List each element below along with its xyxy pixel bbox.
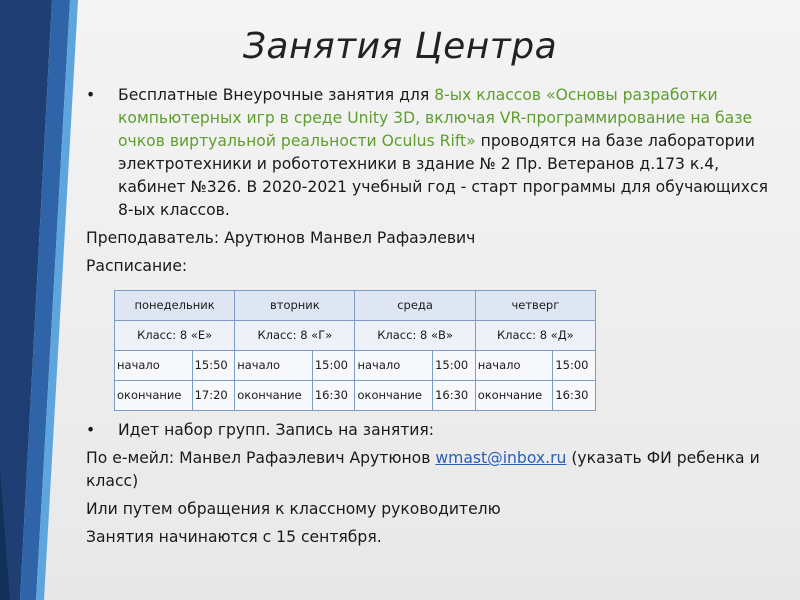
schedule-table [114, 290, 596, 411]
email-line [86, 447, 776, 493]
start-time-cell: 15:50 [192, 351, 235, 381]
intro-text-2: проводятся на базе лаборатории электротехники и робототехники в здание № 2 Пр. Ветеранов д.173 к.4, кабинет №326. В 2020-2021 учебный год - старт программы для обучающихся 8-ых классов. [118, 132, 768, 219]
teacher-line: Преподаватель: Арутюнов Манвел Рафаэлевич [86, 229, 476, 247]
end-label-cell: окончание [355, 381, 433, 411]
day-header: четверг [475, 291, 595, 321]
start-label-cell: начало [475, 351, 553, 381]
day-header: понедельник [115, 291, 235, 321]
end-label-cell: окончание [475, 381, 553, 411]
day-header: вторник [235, 291, 355, 321]
intro-paragraph [86, 84, 776, 222]
class-cell: Класс: 8 «Е» [115, 321, 235, 351]
start-time-cell: 15:00 [312, 351, 355, 381]
start-date-line: Занятия начинаются с 15 сентября. [86, 528, 382, 546]
schedule-classes-row [115, 321, 596, 351]
enrollment-line: • Идет набор групп. Запись на занятия: [86, 419, 776, 442]
class-cell: Класс: 8 «Г» [235, 321, 355, 351]
email-link[interactable]: wmast@inbox.ru [435, 449, 567, 467]
email-suffix: (указать ФИ ребенка и класс) [86, 449, 760, 490]
day-header: среда [355, 291, 475, 321]
start-label-cell: начало [355, 351, 433, 381]
schedule-label: Расписание: [86, 257, 188, 275]
end-label-cell: окончание [235, 381, 313, 411]
start-time-cell: 15:00 [433, 351, 476, 381]
end-time-cell: 16:30 [312, 381, 355, 411]
schedule-end-row [115, 381, 596, 411]
contact-alt-line: Или путем обращения к классному руководителю [86, 500, 501, 518]
end-time-cell: 16:30 [553, 381, 596, 411]
start-label-cell: начало [235, 351, 313, 381]
end-label-cell: окончание [115, 381, 193, 411]
class-cell: Класс: 8 «Д» [475, 321, 595, 351]
course-name-highlight: 8-ых классов «Основы разработки компьютерных игр в среде Unity 3D, включая VR-программирование на базе очков виртуальной реальности Oculus Rift» [118, 86, 753, 150]
schedule-days-row [115, 291, 596, 321]
slide-content [86, 84, 776, 554]
email-prefix: По е-мейл: Манвел Рафаэлевич Арутюнов [86, 449, 436, 467]
start-time-cell: 15:00 [553, 351, 596, 381]
intro-text-1: Бесплатные Внеурочные занятия для [118, 86, 435, 104]
end-time-cell: 17:20 [192, 381, 235, 411]
schedule-start-row [115, 351, 596, 381]
start-label-cell: начало [115, 351, 193, 381]
page-title: Занятия Центра [242, 26, 558, 67]
class-cell: Класс: 8 «В» [355, 321, 475, 351]
end-time-cell: 16:30 [433, 381, 476, 411]
